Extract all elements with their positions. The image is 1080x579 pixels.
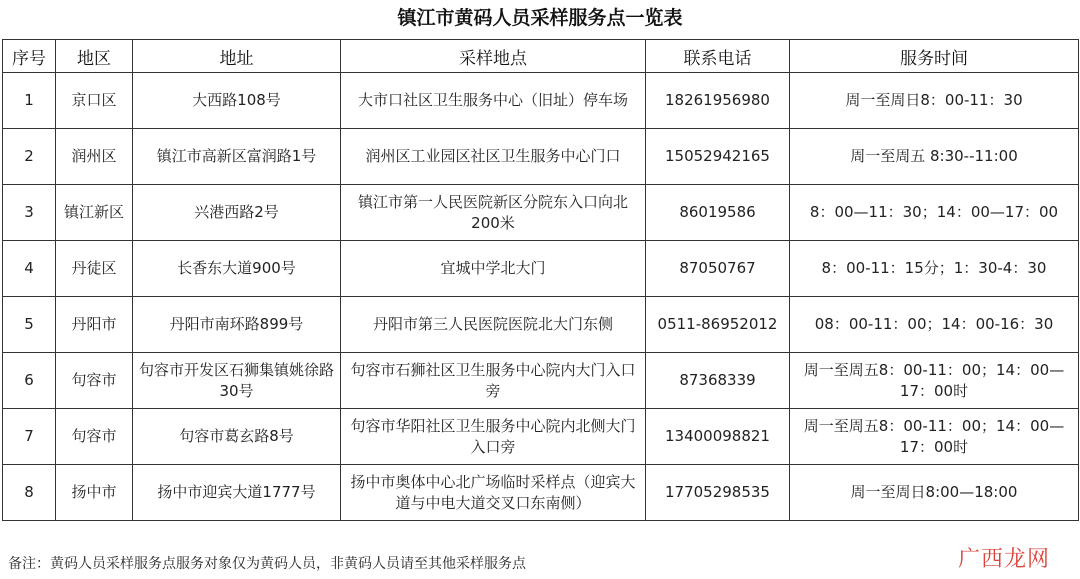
cell-index: 2 [3,129,56,185]
cell-index: 1 [3,73,56,129]
cell-sampling-location: 镇江市第一人民医院新区分院东入口向北200米 [341,185,646,241]
cell-address: 镇江市高新区富润路1号 [133,129,341,185]
cell-index: 3 [3,185,56,241]
cell-sampling-location: 宜城中学北大门 [341,241,646,297]
header-phone: 联系电话 [646,40,790,73]
cell-phone: 87050767 [646,241,790,297]
cell-district: 扬中市 [56,465,133,521]
cell-service-hours: 周一至周日8:00—18:00 [790,465,1079,521]
cell-index: 5 [3,297,56,353]
cell-service-hours: 8：00-11：15分；1：30-4：30 [790,241,1079,297]
table-row [3,297,1079,353]
cell-district: 镇江新区 [56,185,133,241]
cell-sampling-location: 大市口社区卫生服务中心（旧址）停车场 [341,73,646,129]
cell-district: 润州区 [56,129,133,185]
table-row [3,465,1079,521]
table-row [3,241,1079,297]
cell-index: 7 [3,409,56,465]
cell-index: 8 [3,465,56,521]
sampling-points-table [2,39,1079,521]
cell-phone: 0511-86952012 [646,297,790,353]
cell-district: 京口区 [56,73,133,129]
cell-index: 6 [3,353,56,409]
table-header-row [3,40,1079,73]
table-row [3,409,1079,465]
cell-district: 句容市 [56,353,133,409]
cell-service-hours: 周一至周五8：00-11：00；14：00—17：00时 [790,353,1079,409]
table-title: 镇江市黄码人员采样服务点一览表 [397,7,683,29]
cell-district: 丹阳市 [56,297,133,353]
header-district: 地区 [56,40,133,73]
cell-district: 丹徒区 [56,241,133,297]
cell-service-hours: 周一至周五8：00-11：00；14：00—17：00时 [790,409,1079,465]
watermark: 广西龙网 [957,547,1050,572]
cell-phone: 86019586 [646,185,790,241]
cell-sampling-location: 润州区工业园区社区卫生服务中心门口 [341,129,646,185]
cell-address: 句容市葛玄路8号 [133,409,341,465]
header-sampling-location: 采样地点 [341,40,646,73]
cell-phone: 18261956980 [646,73,790,129]
cell-address: 长香东大道900号 [133,241,341,297]
cell-district: 句容市 [56,409,133,465]
table-row [3,129,1079,185]
cell-address: 丹阳市南环路899号 [133,297,341,353]
footnote: 备注：黄码人员采样服务点服务对象仅为黄码人员，非黄码人员请至其他采样服务点 [8,556,526,572]
table-row [3,185,1079,241]
cell-service-hours: 周一至周日8：00-11：30 [790,73,1079,129]
cell-sampling-location: 句容市石狮社区卫生服务中心院内大门入口旁 [341,353,646,409]
cell-address: 兴港西路2号 [133,185,341,241]
cell-address: 句容市开发区石狮集镇姚徐路30号 [133,353,341,409]
cell-sampling-location: 句容市华阳社区卫生服务中心院内北侧大门入口旁 [341,409,646,465]
cell-service-hours: 08：00-11：00；14：00-16：30 [790,297,1079,353]
cell-address: 扬中市迎宾大道1777号 [133,465,341,521]
header-service-hours: 服务时间 [790,40,1079,73]
cell-phone: 13400098821 [646,409,790,465]
cell-service-hours: 8：00—11：30；14：00—17：00 [790,185,1079,241]
cell-sampling-location: 扬中市奥体中心北广场临时采样点（迎宾大道与中电大道交叉口东南侧） [341,465,646,521]
cell-service-hours: 周一至周五 8:30--11:00 [790,129,1079,185]
table-row [3,353,1079,409]
cell-address: 大西路108号 [133,73,341,129]
header-index: 序号 [3,40,56,73]
table-row [3,73,1079,129]
cell-phone: 17705298535 [646,465,790,521]
cell-sampling-location: 丹阳市第三人民医院医院北大门东侧 [341,297,646,353]
cell-phone: 15052942165 [646,129,790,185]
header-address: 地址 [133,40,341,73]
cell-phone: 87368339 [646,353,790,409]
cell-index: 4 [3,241,56,297]
